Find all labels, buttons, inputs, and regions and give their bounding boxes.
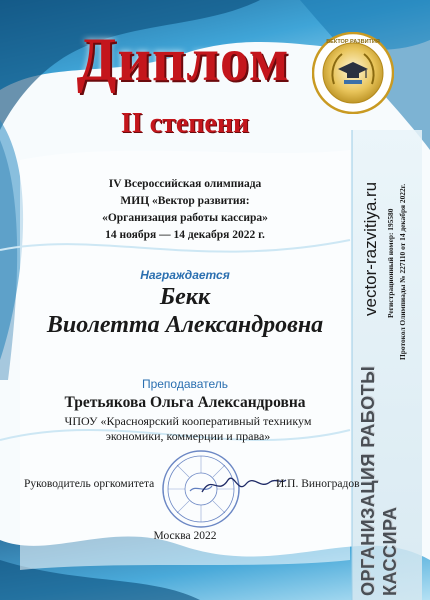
logo-emblem	[312, 32, 394, 114]
teacher-label: Преподаватель	[141, 377, 229, 391]
protocol-text: Протокол Олимпиады № 227110 от 14 декабря 2022г.	[398, 183, 407, 360]
olympiad-line1: IV Всероссийская олимпиада	[108, 178, 262, 190]
subject-vertical-line1: ОРГАНИЗАЦИЯ РАБОТЫ	[358, 365, 378, 596]
organization-line1: ЧПОУ «Красноярский кооперативный техникум	[64, 414, 312, 428]
subject-vertical-line2: КАССИРА	[380, 506, 400, 596]
recipient-given-names: Виолетта Александровна	[46, 312, 324, 338]
recipient-surname: Бекк	[159, 284, 211, 310]
awarded-label: Награждается	[140, 268, 230, 282]
website: vector-razvitiya.ru	[361, 181, 380, 316]
registration-number: Регистрационный номер: 195580	[386, 208, 395, 318]
logo-ring-text: ВЕКТОР РАЗВИТИЯ	[326, 39, 380, 45]
diploma-degree: II степени	[120, 108, 250, 139]
olympiad-line3: «Организация работы кассира»	[102, 212, 268, 224]
city-year: Москва 2022	[153, 530, 217, 542]
teacher-name: Третьякова Ольга Александровна	[64, 394, 306, 411]
organization	[28, 414, 348, 444]
signature	[198, 470, 288, 500]
organizer-head-label: Руководитель оргкомитета	[24, 478, 155, 490]
organizer-head-name: И.П. Виноградов	[276, 478, 360, 490]
diploma-title: Диплом	[76, 25, 290, 94]
olympiad-line4: 14 ноября — 14 декабря 2022 г.	[105, 229, 265, 241]
organization-line2: экономики, коммерции и права»	[105, 429, 271, 443]
olympiad-block	[60, 176, 310, 244]
olympiad-line2: МИЦ «Вектор развития:	[120, 195, 250, 207]
